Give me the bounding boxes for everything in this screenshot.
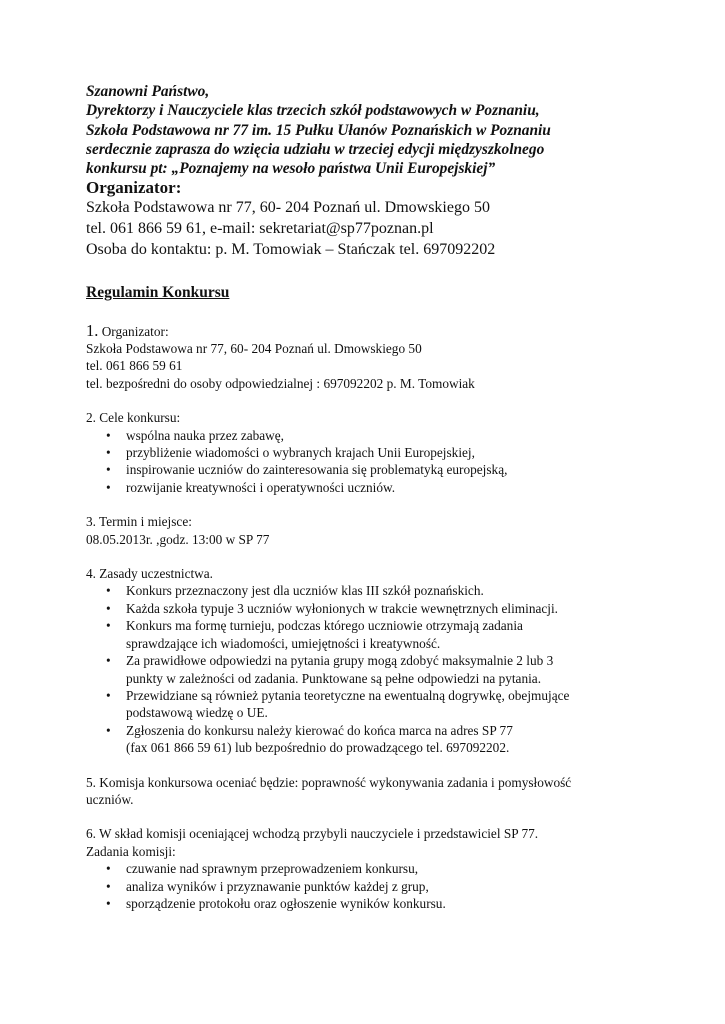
rules-list [86, 582, 686, 756]
document-page [86, 82, 686, 912]
section-1 [86, 322, 686, 393]
list-item-line: podstawową wiedzę o UE. [126, 705, 268, 721]
section-1-title: Organizator: [98, 323, 169, 339]
list-item [86, 582, 686, 599]
list-item-line: • Konkurs ma formę turnieju, podczas którego uczniowie otrzymają zadania [126, 618, 523, 634]
list-item-line: • Za prawidłowe odpowiedzi na pytania grupy mogą zdobyć maksymalnie 2 lub 3 [126, 653, 554, 669]
intro-line: konkursu pt: „Poznajemy na wesoło państwa Unii Europejskiej” [86, 160, 496, 178]
section-1-line: tel. bezpośredni do osoby odpowiedzialnej : 697092202 p. M. Tomowiak [86, 375, 475, 391]
organizer-contact: tel. 061 866 59 61, e-mail: sekretariat@sp77poznan.pl [86, 220, 434, 238]
intro-line: Szkoła Podstawowa nr 77 im. 15 Pułku Ułanów Poznańskich w Poznaniu [86, 121, 551, 139]
section-4 [86, 565, 686, 756]
list-item: • przybliżenie wiadomości o wybranych krajach Unii Europejskiej, [86, 444, 686, 461]
intro-line: serdecznie zaprasza do wzięcia udziału w trzeciej edycji międzyszkolnego [86, 140, 545, 158]
section-1-heading [86, 322, 686, 340]
invitation-intro [86, 82, 686, 178]
list-item-line: punkty w zależności od zadania. Punktowane są pełne odpowiedzi na pytania. [126, 670, 542, 686]
list-item [86, 617, 686, 652]
section-1-line: Szkoła Podstawowa nr 77, 60- 204 Poznań ul. Dmowskiego 50 [86, 341, 422, 356]
section-2-heading: 2. Cele konkursu: [86, 410, 181, 426]
section-1-number: 1. [86, 320, 99, 340]
section-5 [86, 774, 686, 809]
section-5-line: 5. Komisja konkursowa oceniać będzie: poprawność wykonywania zadania i pomysłowość [86, 774, 572, 790]
salutation: Szanowni Państwo, [86, 83, 210, 100]
list-item-line: • Konkurs przeznaczony jest dla uczniów klas III szkół poznańskich. [126, 583, 484, 599]
list-item: • inspirowanie uczniów do zainteresowania się problematyką europejską, [86, 461, 686, 478]
list-item: • rozwijanie kreatywności i operatywności uczniów. [86, 479, 686, 496]
organizer-person: Osoba do kontaktu: p. M. Tomowiak – Stańczak tel. 697092202 [86, 240, 496, 258]
intro-line: Dyrektorzy i Nauczyciele klas trzecich szkół podstawowych w Poznaniu, [86, 102, 540, 120]
list-item: • czuwanie nad sprawnym przeprowadzeniem konkursu, [86, 860, 686, 877]
list-item: • sporządzenie protokołu oraz ogłoszenie wyników konkursu. [86, 895, 686, 912]
section-3-line: 08.05.2013r. ,godz. 13:00 w SP 77 [86, 531, 270, 547]
committee-tasks-list [86, 860, 686, 912]
section-6 [86, 825, 686, 912]
list-item [86, 600, 686, 617]
list-item [86, 722, 686, 757]
list-item-line: (fax 061 866 59 61) lub bezpośrednio do prowadzącego tel. 697092202. [126, 740, 510, 756]
section-4-heading: 4. Zasady uczestnictwa. [86, 566, 214, 582]
list-item-line: • Każda szkoła typuje 3 uczniów wyłonionych w trakcie wewnętrznych eliminacji. [126, 600, 558, 616]
list-item-line: • Zgłoszenia do konkursu należy kierować do końca marca na adres SP 77 [126, 722, 513, 738]
list-item-line: • Przewidziane są również pytania teoretyczne na ewentualną dogrywkę, obejmujące [126, 687, 570, 703]
section-2 [86, 409, 686, 496]
organizer-address: Szkoła Podstawowa nr 77, 60- 204 Poznań ul. Dmowskiego 50 [86, 199, 490, 217]
section-6-subheading: Zadania komisji: [86, 843, 176, 859]
list-item [86, 652, 686, 687]
section-3 [86, 513, 686, 548]
section-1-line: tel. 061 866 59 61 [86, 358, 183, 374]
section-5-line: uczniów. [86, 791, 134, 807]
organizer-heading: Organizator: [86, 178, 182, 198]
goals-list [86, 427, 686, 497]
list-item: • analiza wyników i przyznawanie punktów każdej z grup, [86, 878, 686, 895]
regulations-title: Regulamin Konkursu [86, 283, 230, 301]
list-item [86, 687, 686, 722]
section-3-heading: 3. Termin i miejsce: [86, 514, 192, 530]
list-item-line: sprawdzające ich wiadomości, umiejętności i kreatywność. [126, 635, 441, 651]
section-6-heading: 6. W skład komisji oceniającej wchodzą przybyli nauczyciele i przedstawiciel SP 77. [86, 826, 539, 842]
list-item: • wspólna nauka przez zabawę, [86, 427, 686, 444]
